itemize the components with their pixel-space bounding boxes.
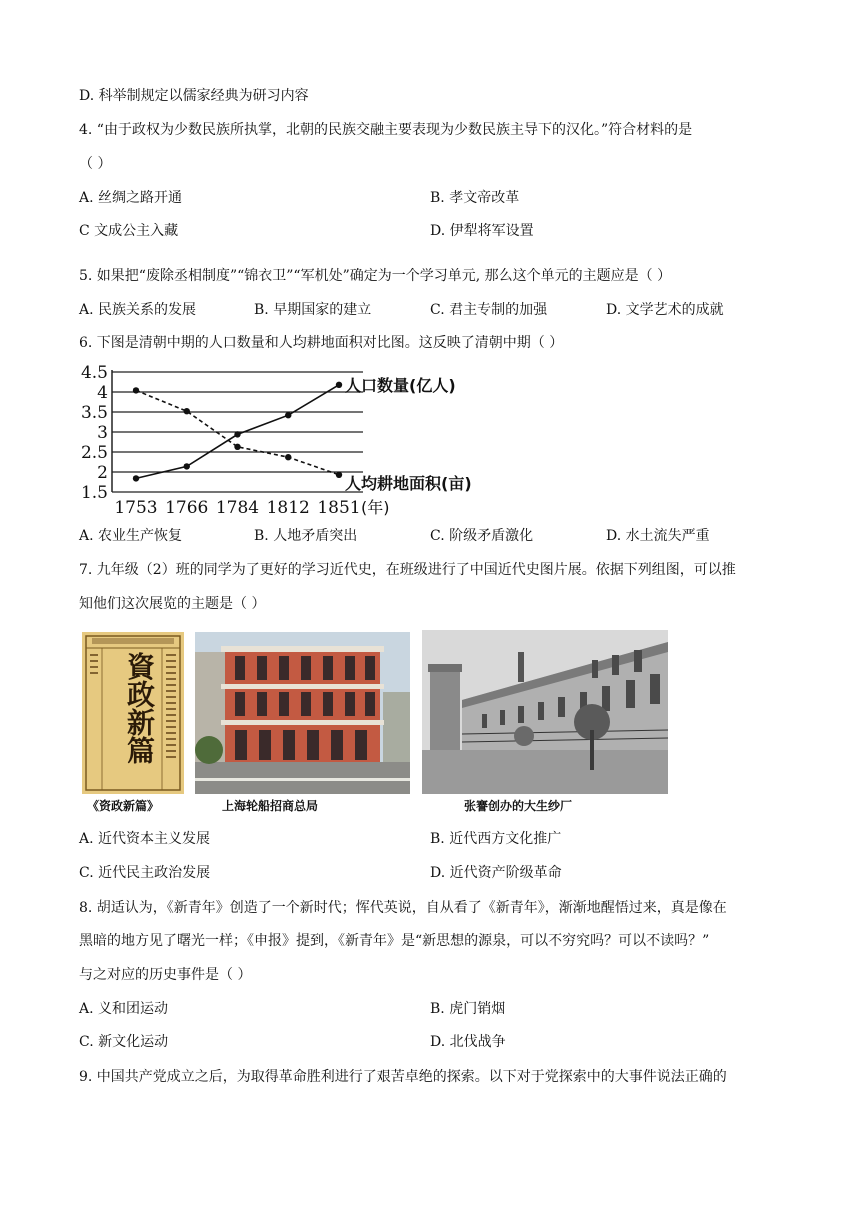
q6-stem: 6. 下图是清朝中期的人口数量和人均耕地面积对比图。这反映了清朝中期（ ） xyxy=(79,335,564,351)
q5-stem: 5. 如果把“废除丞相制度”“锦衣卫”“军机处”确定为一个学习单元, 那么这个单元的主题应是（ ） xyxy=(79,268,672,284)
series-label-0: 人口数量(亿人) xyxy=(345,375,456,395)
q4-answer-paren: （ ） xyxy=(79,156,112,172)
q8-option-a: A. 义和团运动 xyxy=(79,1001,169,1017)
series-0-point-1766 xyxy=(184,463,190,469)
q3-option-d: D. 科举制规定以儒家经典为研习内容 xyxy=(79,88,309,104)
caption-dasheng-mill: 张謇创办的大生纱厂 xyxy=(464,799,573,813)
q7-option-b: B. 近代西方文化推广 xyxy=(430,831,562,847)
y-tick-label-3: 3 xyxy=(97,423,108,443)
q7-stem-line1: 7. 九年级（2）班的同学为了更好的学习近代史，在班级进行了中国近代史图片展。依据下列组图，可以推 xyxy=(79,562,736,578)
caption-zizheng-xinpian: 《资政新篇》 xyxy=(87,799,160,813)
series-1-point-1766 xyxy=(184,408,190,414)
q5-option-a: A. 民族关系的发展 xyxy=(79,302,197,318)
q7-stem-line2: 知他们这次展览的主题是（ ） xyxy=(79,596,266,612)
q8-stem-line1: 8. 胡适认为，《新青年》创造了一个新时代；恽代英说，自从看了《新青年》，渐渐地醒悟过来，真是像在 xyxy=(79,900,727,916)
x-tick-label-1812: 1812 xyxy=(266,498,310,518)
caption-merchants-bureau: 上海轮船招商总局 xyxy=(222,799,319,813)
q8-option-c: C. 新文化运动 xyxy=(79,1034,169,1050)
series-1-point-1784 xyxy=(234,444,240,450)
building-photo-graphic xyxy=(195,632,410,794)
series-1-point-1851 xyxy=(336,472,342,478)
y-tick-label-1.5: 1.5 xyxy=(80,483,108,503)
q8-stem-line3: 与之对应的历史事件是（ ） xyxy=(79,967,252,983)
q4-option-d: D. 伊犁将军设置 xyxy=(430,223,534,239)
x-tick-label-1753: 1753 xyxy=(114,498,158,518)
q8-option-d: D. 北伐战争 xyxy=(430,1034,506,1050)
q4-option-c: C 文成公主入藏 xyxy=(79,223,179,239)
q4-option-b: B. 孝文帝改革 xyxy=(430,190,520,206)
series-0-point-1812 xyxy=(285,412,291,418)
merchants-bureau-building-image xyxy=(195,632,410,794)
zizheng-xinpian-book-image xyxy=(82,632,184,794)
q8-option-b: B. 虎门销烟 xyxy=(430,1001,506,1017)
series-1-point-1812 xyxy=(285,454,291,460)
x-axis-unit-label: (年) xyxy=(361,498,390,517)
q4-option-a: A. 丝绸之路开通 xyxy=(79,190,183,206)
y-tick-label-2.5: 2.5 xyxy=(80,443,108,463)
population-farmland-chart xyxy=(78,360,488,520)
q5-option-c: C. 君主专制的加强 xyxy=(430,302,548,318)
q6-option-d: D. 水土流失严重 xyxy=(606,528,710,544)
q6-option-a: A. 农业生产恢复 xyxy=(79,528,183,544)
q6-option-c: C. 阶级矛盾激化 xyxy=(430,528,534,544)
mill-photo-graphic xyxy=(422,630,668,794)
q7-option-d: D. 近代资产阶级革命 xyxy=(430,865,562,881)
series-0-point-1753 xyxy=(133,475,139,481)
x-tick-label-1851: 1851 xyxy=(317,498,361,518)
series-0-point-1784 xyxy=(234,431,240,437)
dasheng-cotton-mill-image xyxy=(422,630,668,794)
y-tick-label-4: 4 xyxy=(97,383,108,403)
q5-option-b: B. 早期国家的建立 xyxy=(254,302,372,318)
q6-option-b: B. 人地矛盾突出 xyxy=(254,528,358,544)
q4-stem: 4. “由于政权为少数民族所执掌，北朝的民族交融主要表现为少数民族主导下的汉化。”符合材料的是 xyxy=(79,122,693,138)
x-tick-label-1766: 1766 xyxy=(165,498,209,518)
q5-option-d: D. 文学艺术的成就 xyxy=(606,302,724,318)
x-tick-label-1784: 1784 xyxy=(215,498,260,518)
y-tick-label-2: 2 xyxy=(97,463,108,483)
q9-stem: 9. 中国共产党成立之后，为取得革命胜利进行了艰苦卓绝的探索。以下对于党探索中的大事件说法正确的 xyxy=(79,1069,727,1085)
q8-stem-line2: 黑暗的地方见了曙光一样；《申报》提到，《新青年》是“新思想的源泉，可以不穷究吗？可以不读吗？” xyxy=(79,933,710,949)
q7-option-a: A. 近代资本主义发展 xyxy=(79,831,211,847)
series-0-point-1851 xyxy=(336,382,342,388)
y-tick-label-4.5: 4.5 xyxy=(80,363,108,383)
series-1-point-1753 xyxy=(133,387,139,393)
q7-option-c: C. 近代民主政治发展 xyxy=(79,865,211,881)
book-title-text: 資政新篇 xyxy=(123,652,156,764)
series-label-1: 人均耕地面积(亩) xyxy=(345,473,472,493)
y-tick-label-3.5: 3.5 xyxy=(80,403,108,423)
